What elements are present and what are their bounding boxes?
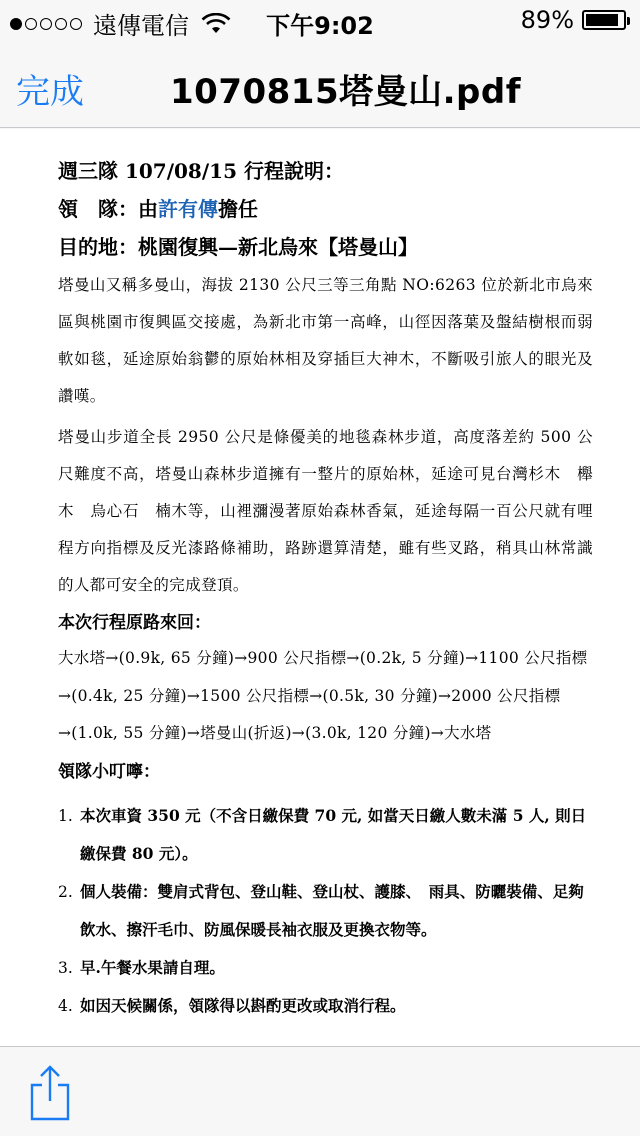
destination-heading: 目的地：桃園復興—新北烏來【塔曼山】 (58, 235, 418, 259)
pdf-page (58, 153, 593, 1025)
bottom-toolbar (0, 1046, 640, 1136)
route-title: 本次行程原路來回： (58, 613, 211, 633)
leader-label: 領 隊：由 (58, 197, 158, 221)
route-description: 大水塔→(0.9k, 65 分鐘)→900 公尺指標→(0.2k, 5 分鐘)→1100 公尺指標→(0.4k, 25 分鐘)→1500 公尺指標→(0.5k, 30 分鐘)→2000 公尺指標→(1.0k, 55 分鐘)→塔曼山(折返)→(3.0k, 120 分鐘)→大水塔 (58, 649, 588, 742)
list-item-number: 2. (58, 882, 73, 901)
clock: 下午9:02 (266, 12, 374, 40)
trail-paragraph: 塔曼山步道全長 2950 公尺是條優美的地毯森林步道，高度落差約 500 公尺難度不高，塔曼山森林步道擁有一整片的原始林，延途可見台灣杉木 櫸木 烏心石 楠木等，山裡瀰漫著原始森林香氣，延途每隔一百公尺就有哩程方向指標及反光漆路條補助，路跡還算清楚，雖有些叉路，稍具山林常識的人都可安全的完成登頂。 (58, 428, 593, 594)
pdf-viewer[interactable] (0, 129, 640, 1046)
battery-percentage: 89% (520, 6, 574, 34)
list-item-number: 1. (58, 806, 73, 825)
leader-suffix: 擔任 (218, 197, 258, 221)
list-item (58, 873, 593, 949)
share-icon[interactable] (28, 1065, 72, 1121)
list-item-text: 本次車資 350 元（不含日繳保費 70 元, 如當天日繳人數未滿 5 人, 則日繳保費 80 元）。 (80, 805, 587, 863)
list-item-number: 4. (58, 996, 73, 1015)
list-item (58, 797, 593, 873)
list-item-text: 個人裝備：雙肩式背包、登山鞋、登山杖、護膝、 雨具、防曬裝備、足夠飲水、擦汗毛巾、防風保暖長袖衣服及更換衣物等。 (80, 881, 584, 939)
list-item (58, 949, 593, 987)
schedule-heading: 週三隊 107/08/15 行程說明： (58, 159, 344, 183)
done-button[interactable]: 完成 (16, 72, 84, 112)
list-item-text: 如因天候關係，領隊得以斟酌更改或取消行程。 (80, 995, 406, 1015)
tips-title: 領隊小叮嚀： (58, 761, 160, 782)
tips-list (58, 797, 593, 1025)
intro-paragraph: 塔曼山又稱多曼山，海拔 2130 公尺三等三角點 NO:6263 位於新北市烏來區與桃園市復興區交接處，為新北市第一高峰，山徑因落葉及盤結樹根而弱軟如毯，延途原始翁鬱的原始林相及穿插巨大神木，不斷吸引旅人的眼光及讚嘆。 (58, 276, 593, 405)
battery-icon (582, 10, 626, 30)
list-item-number: 3. (58, 958, 73, 977)
list-item (58, 987, 593, 1025)
navigation-bar (0, 40, 640, 128)
document-title: 1070815塔曼山.pdf (170, 72, 521, 112)
status-bar (0, 0, 640, 40)
list-item-text: 早.午餐水果請自理。 (80, 957, 225, 977)
status-right (521, 6, 626, 34)
carrier-name: 遠傳電信 (93, 12, 189, 40)
leader-name: 許有傳 (158, 197, 218, 221)
leader-line (58, 191, 593, 227)
